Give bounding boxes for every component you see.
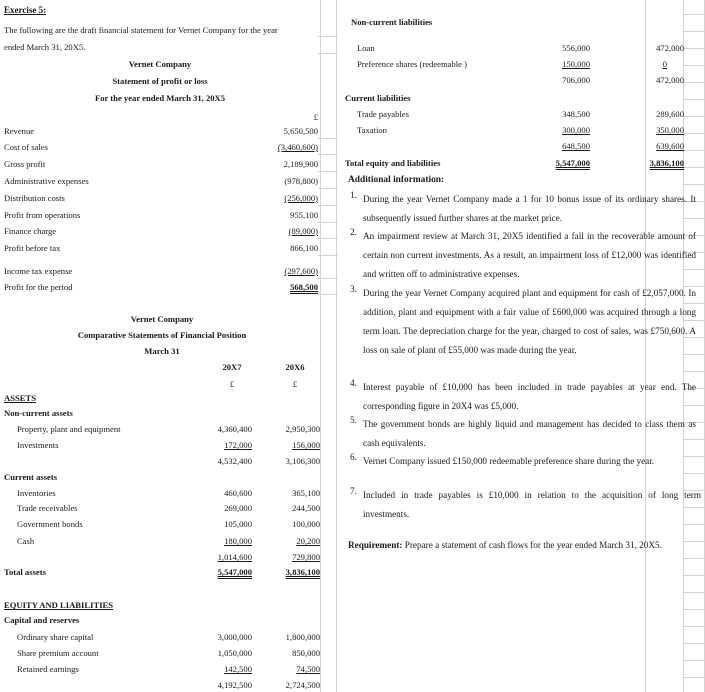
pl-row-label: Administrative expenses: [4, 176, 89, 186]
info-text: An impairment review at March 31, 20X5 identified a fall in the recoverable amount of certain non current investments. As a result, an impairment loss of £12,000 was identified and written off to administrative expenses.: [363, 231, 696, 279]
rule-line: [683, 167, 704, 168]
retained-earnings-v1: 142,500: [224, 664, 252, 674]
taxation-v2: 350,000: [656, 125, 684, 135]
investments-v1: 172,000: [224, 440, 252, 450]
capital-reserves-heading: Capital and reserves: [4, 615, 80, 625]
payables-v2: 289,600: [656, 109, 684, 119]
retained-earnings-label: Retained earnings: [17, 664, 79, 674]
receivables-v1: 269,000: [224, 503, 252, 513]
rule-line: [683, 575, 704, 576]
pl-row-value: (256,000): [284, 193, 318, 203]
rule-line: [683, 184, 704, 185]
bs-col1-header: 20X7: [222, 362, 242, 372]
ca-total-v1: 1,014,600: [217, 552, 252, 562]
pl-row-value: 5,650,500: [283, 126, 318, 136]
nca-total-v1: 4,532,400: [217, 456, 252, 466]
rule-line: [683, 473, 704, 474]
rule-line: [683, 371, 704, 372]
pref-v1: 150,000: [562, 59, 590, 69]
info-number: 1.: [350, 190, 357, 200]
bs-title: Comparative Statements of Financial Position: [77, 330, 247, 340]
share-premium-v2: 850,000: [292, 648, 320, 658]
total-assets-v2: 3,836,100: [285, 567, 320, 577]
info-text: During the year Vernet Company made a 1 for 10 bonus issue of its ordinary shares. It subsequently issued further shares at the market price.: [363, 194, 696, 223]
ncl-total-v2: 472,000: [656, 75, 684, 85]
assets-heading: ASSETS: [4, 393, 37, 403]
retained-earnings-v2: 74,500: [296, 664, 320, 674]
rule-line: [683, 116, 704, 117]
info-text: During the year Vernet Company acquired plant and equipment for cash of £2,057,000. In addition, plant and equipment with a fair value of £600,000 was acquired through a long term loan. The depreciation charge for the year, charged to cost of sales, was £750,600. A loss on sale of plant of £55,000 was made during the year.: [363, 288, 696, 355]
taxation-label: Taxation: [357, 125, 387, 135]
rule-line: [318, 222, 338, 223]
inventories-v2: 365,100: [292, 488, 320, 498]
exercise-title: Exercise 5:: [4, 5, 47, 15]
rule-line: [683, 643, 704, 644]
total-assets-v1: 5,547,000: [217, 567, 252, 577]
requirement-label: Requirement:: [348, 540, 403, 550]
pl-row-label: Revenue: [4, 126, 35, 136]
inventories-v1: 460,600: [224, 488, 252, 498]
rule-line: [318, 154, 338, 155]
additional-info-heading: Additional information:: [348, 175, 445, 185]
payables-label: Trade payables: [357, 109, 409, 119]
taxation-v1: 300,000: [562, 125, 590, 135]
rule-line: [318, 255, 338, 256]
nca-total-v2: 3,106,300: [285, 456, 320, 466]
rule-line: [683, 31, 704, 32]
pl-row-label: Profit from operations: [4, 210, 81, 220]
pl-row-value: (297,600): [284, 266, 318, 276]
receivables-v2: 244,500: [292, 503, 320, 513]
equity-total-v2: 2,724,500: [285, 680, 320, 690]
info-text: Vernet Company issued £150,000 redeemable preference share during the year.: [363, 456, 655, 466]
pl-row-label: Cost of sales: [4, 142, 48, 152]
rule-line: [318, 53, 338, 54]
requirement: [348, 536, 696, 555]
pl-row-label: Profit before tax: [4, 243, 61, 253]
share-capital-v1: 3,000,000: [217, 632, 252, 642]
rule-line: [318, 36, 338, 37]
info-number: 2.: [350, 227, 357, 237]
pl-period: For the year ended March 31, 20X5: [94, 93, 226, 103]
cl-total-v2: 639,600: [656, 141, 684, 151]
pl-row-value: 955,100: [290, 210, 318, 220]
info-number: 3.: [350, 284, 357, 294]
ppe-v1: 4,360,400: [217, 424, 252, 434]
pref-v2: 0: [662, 59, 667, 69]
info-number: 7.: [350, 486, 357, 496]
bs-company: Vernet Company: [130, 314, 194, 324]
bs-col2-header: 20X6: [285, 362, 305, 372]
rule-line: [683, 660, 704, 661]
bs-col1-currency: £: [229, 379, 235, 389]
cash-v2: 20,200: [296, 536, 320, 546]
cash-v1: 180,000: [224, 536, 252, 546]
rule-line: [683, 150, 704, 151]
rule-line: [683, 82, 704, 83]
total-eq-liab-v2: 3,836,100: [649, 158, 684, 168]
share-capital-label: Ordinary share capital: [17, 632, 94, 642]
pl-company: Vernet Company: [128, 59, 192, 69]
rule-line: [683, 99, 704, 100]
rule-line: [683, 14, 704, 15]
ncl-total-v1: 706,000: [562, 75, 590, 85]
rule-line: [318, 188, 338, 189]
pl-row-value: 2,189,900: [283, 159, 318, 169]
rule-line: [683, 558, 704, 559]
share-premium-v1: 1,050,000: [217, 648, 252, 658]
info-number: 6.: [350, 452, 357, 462]
gov-bonds-v1: 105,000: [224, 519, 252, 529]
ppe-v2: 2,950,300: [285, 424, 320, 434]
rule-line: [318, 278, 338, 279]
pl-row-label: Gross profit: [4, 159, 46, 169]
pl-row-label: Profit for the period: [4, 282, 73, 292]
rule-line: [318, 205, 338, 206]
cl-heading: Current liabilities: [345, 93, 411, 103]
receivables-label: Trade receivables: [17, 503, 78, 513]
pl-row-value: (89,000): [288, 226, 318, 236]
rule-line: [683, 626, 704, 627]
pl-row-value: (978,800): [284, 176, 318, 186]
investments-v2: 156,000: [292, 440, 320, 450]
ca-heading: Current assets: [4, 472, 58, 482]
pl-row-label: Income tax expense: [4, 266, 73, 276]
equity-total-v1: 4,192,500: [217, 680, 252, 690]
equity-liabilities-heading: EQUITY AND LIABILITIES: [4, 600, 114, 610]
ppe-label: Property, plant and equipment: [17, 424, 121, 434]
info-number: 4.: [350, 378, 357, 388]
gov-bonds-label: Government bonds: [17, 519, 83, 529]
total-eq-liab-label: Total equity and liabilities: [345, 158, 441, 168]
inventories-label: Inventories: [17, 488, 56, 498]
pl-row-label: Distribution costs: [4, 193, 65, 203]
total-eq-liab-v1: 5,547,000: [555, 158, 590, 168]
loan-v2: 472,000: [656, 43, 684, 53]
rule-line: [318, 171, 338, 172]
payables-v1: 348,500: [562, 109, 590, 119]
rule-line: [683, 524, 704, 525]
gov-bonds-v2: 100,000: [292, 519, 320, 529]
cash-label: Cash: [17, 536, 35, 546]
rule-line: [683, 677, 704, 678]
loan-v1: 556,000: [562, 43, 590, 53]
pl-title: Statement of profit or loss: [112, 76, 208, 86]
bs-col2-currency: £: [292, 379, 298, 389]
rule-line: [318, 138, 338, 139]
investments-label: Investments: [17, 440, 59, 450]
requirement-text: Prepare a statement of cash flows for the year ended March 31, 20X5.: [404, 540, 662, 550]
bs-date: March 31: [144, 346, 180, 356]
ncl-heading: Non-current liabilities: [351, 17, 433, 27]
info-number: 5.: [350, 415, 357, 425]
pl-row-value: (3,460,600): [277, 142, 318, 152]
loan-label: Loan: [357, 43, 375, 53]
rule-line: [683, 592, 704, 593]
pl-row-value: 568,500: [290, 282, 318, 292]
share-capital-v2: 1,800,000: [285, 632, 320, 642]
info-text: Included in trade payables is £10,000 in relation to the acquisition of long term investments.: [363, 490, 701, 519]
pl-row-label: Finance charge: [4, 226, 57, 236]
intro-line-1: The following are the draft financial statement for Vernet Company for the year: [4, 25, 278, 35]
rule-line: [318, 238, 338, 239]
intro-line-2: ended March 31, 20X5.: [4, 42, 86, 52]
rule-line: [318, 294, 338, 295]
cl-total-v1: 648,500: [562, 141, 590, 151]
pl-currency: £: [313, 112, 318, 122]
total-assets-label: Total assets: [4, 567, 46, 577]
pl-row-value: 866,100: [290, 243, 318, 253]
rule-line: [683, 133, 704, 134]
share-premium-label: Share premium account: [17, 648, 99, 658]
info-text: Interest payable of £10,000 has been included in trade payables at year end. The corresponding figure in 20X4 was £5,000.: [363, 382, 696, 411]
nca-heading: Non-current assets: [4, 408, 73, 418]
ca-total-v2: 729,800: [292, 552, 320, 562]
rule-line: [683, 48, 704, 49]
info-text: The government bonds are highly liquid and management has decided to class them as cash equivalents.: [363, 419, 696, 448]
pref-label: Preference shares (redeemable ): [357, 59, 467, 69]
rule-line: [683, 65, 704, 66]
rule-line: [683, 609, 704, 610]
